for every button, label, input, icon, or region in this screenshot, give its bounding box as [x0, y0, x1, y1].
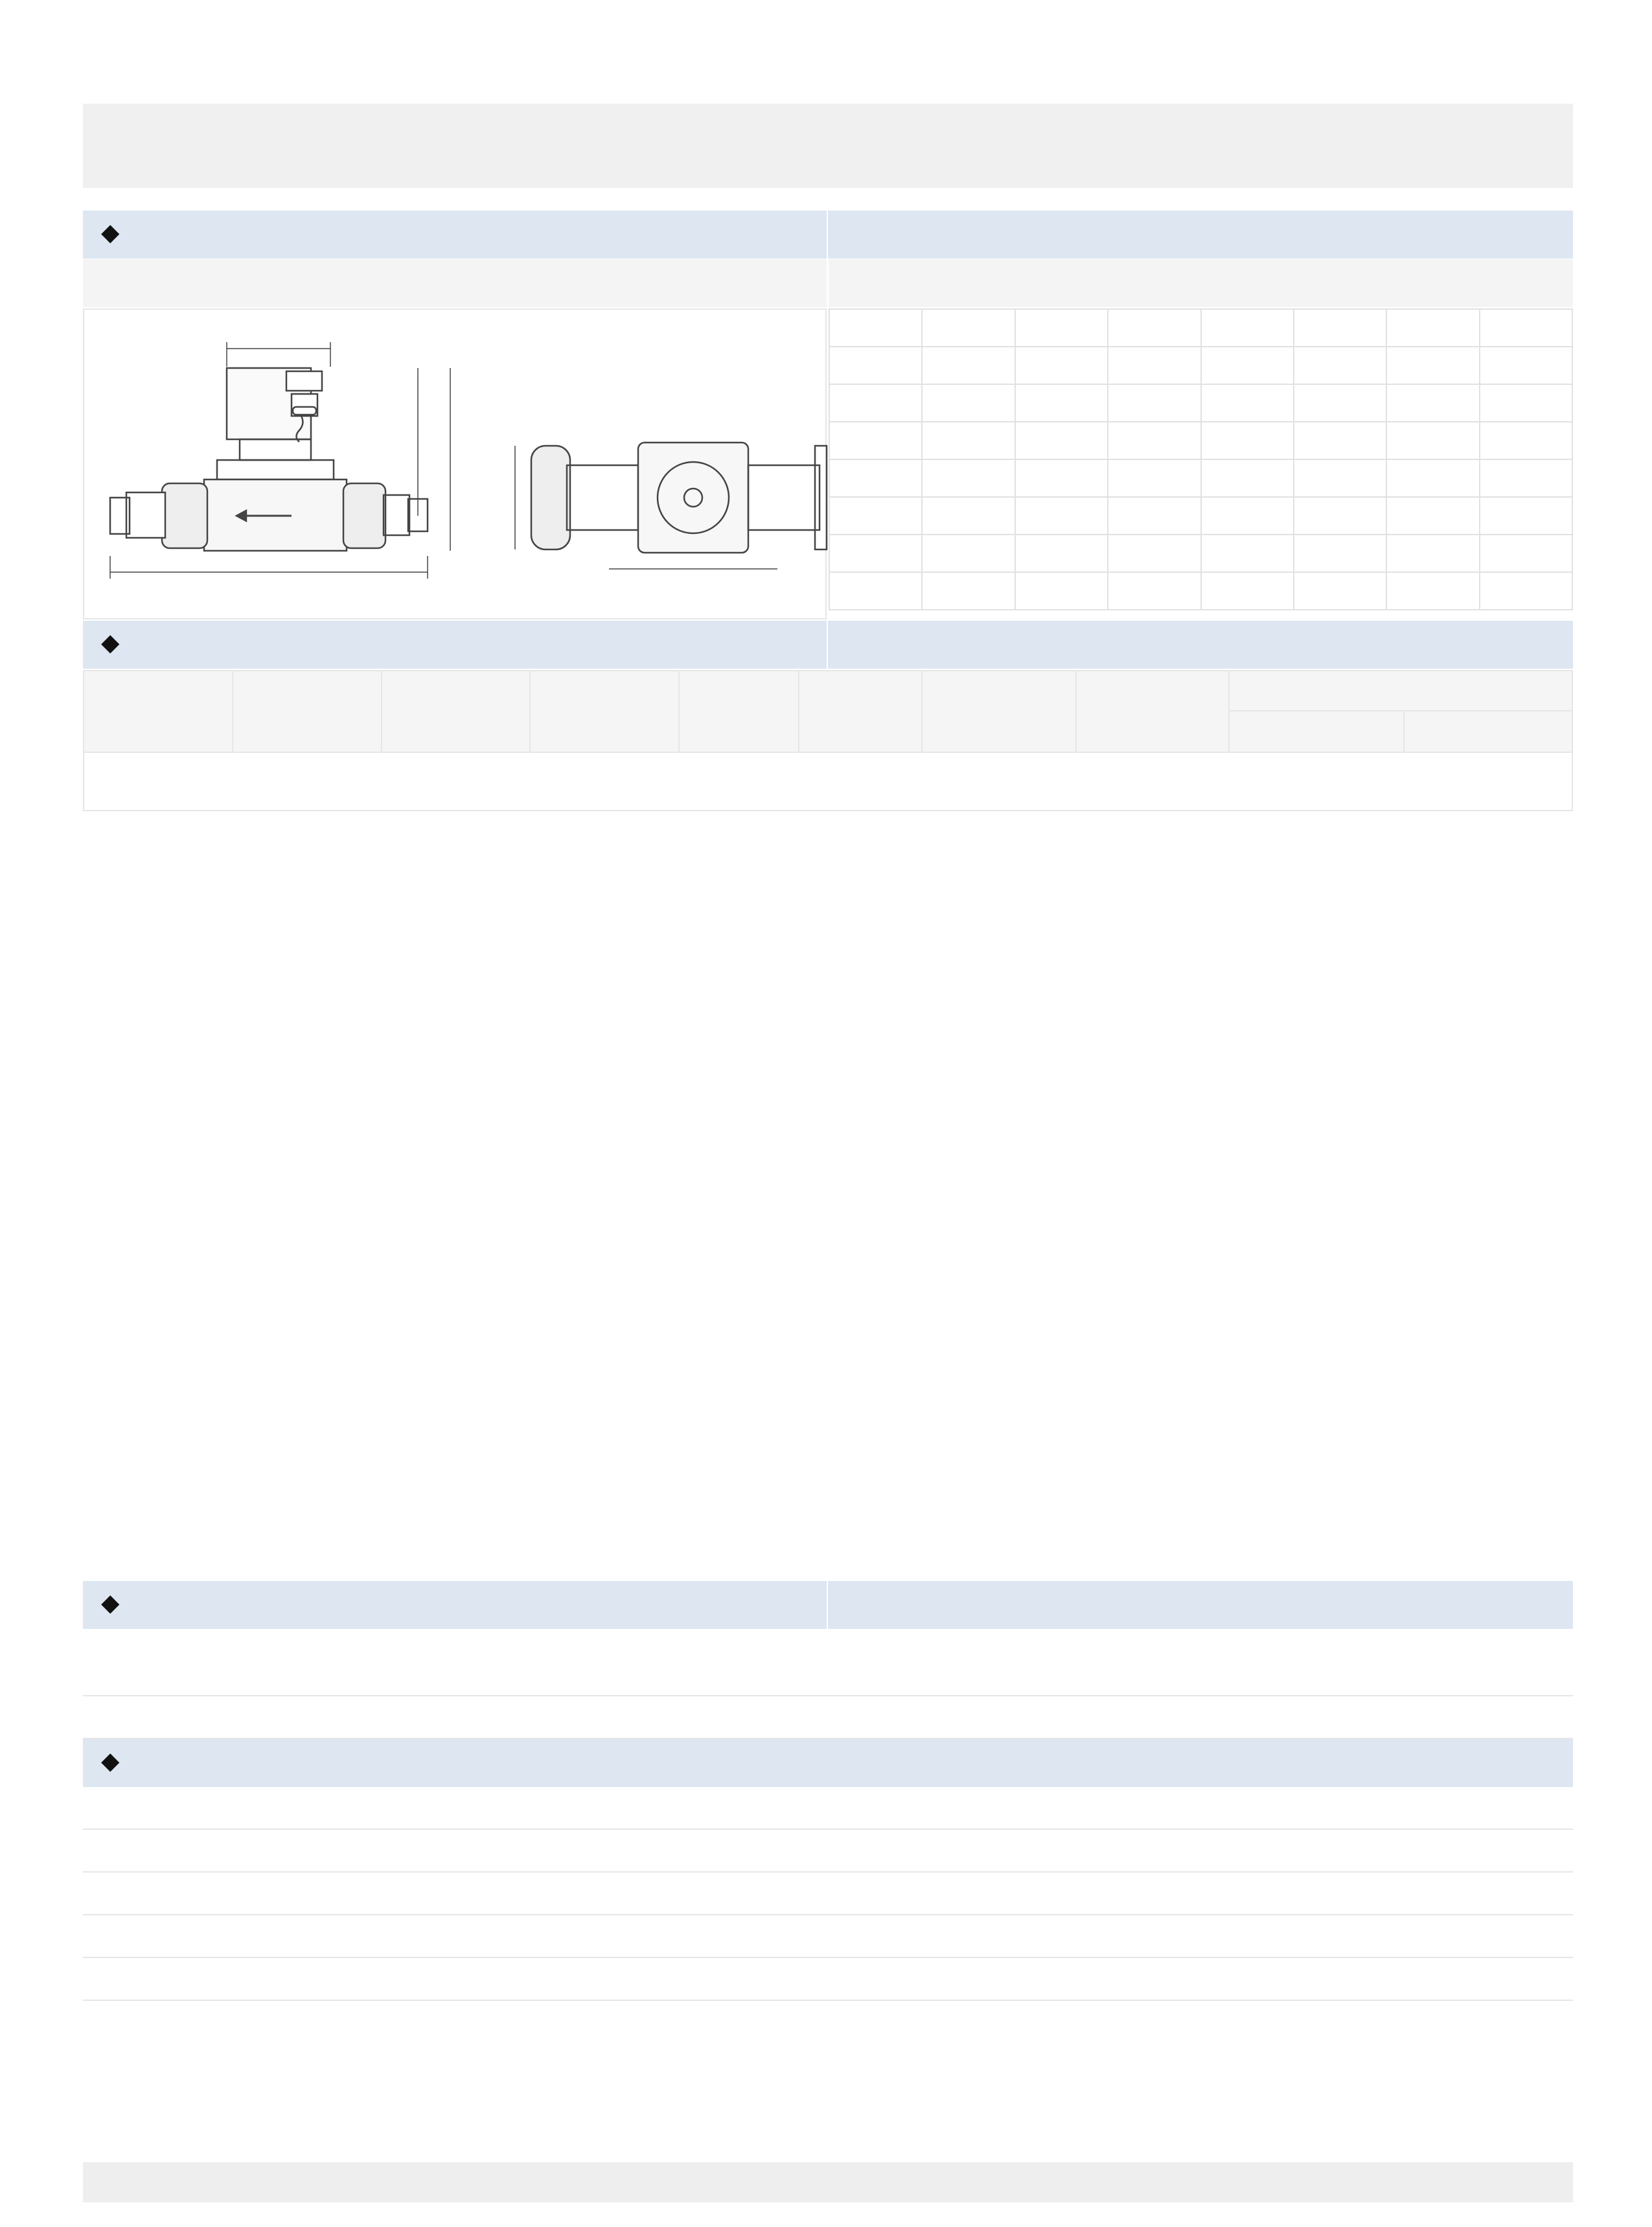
valve-dimension-drawing: [84, 310, 828, 621]
dim-header-cell: [1294, 309, 1386, 347]
dim-header-cell: [1386, 309, 1479, 347]
section-bar-dimensions: [83, 211, 1573, 259]
diamond-icon: ◆: [101, 629, 120, 656]
table-label: [829, 259, 1573, 307]
order-subheader-cpvc: [1404, 711, 1572, 752]
list-item: [83, 1787, 1573, 1830]
section-bar-structure: [83, 1581, 1573, 1629]
order-header-pressure: [922, 671, 1076, 752]
diamond-icon: ◆: [101, 218, 120, 246]
footer-url: [83, 2162, 1573, 2202]
table-row: [829, 459, 1572, 497]
table-row: [829, 572, 1572, 610]
order-header-port: [233, 671, 382, 752]
section-bar-order: [83, 621, 1573, 669]
order-header-power: [530, 671, 679, 752]
diamond-icon: ◆: [101, 1747, 120, 1775]
page-header: [83, 104, 1573, 188]
order-header-dn: [84, 671, 233, 752]
list-item: [83, 1958, 1573, 2001]
drawing-label: [83, 259, 827, 307]
disclaimer-note: [84, 752, 1572, 811]
dim-header-cell: [1201, 309, 1294, 347]
table-row: [829, 535, 1572, 572]
order-table: [83, 670, 1573, 811]
dim-header-cell: [1480, 309, 1572, 347]
order-header-code: [1229, 671, 1572, 711]
dim-header-cell: [829, 309, 922, 347]
order-header-voltage: [382, 671, 531, 752]
list-item: [83, 1629, 1573, 1696]
drawing-area: [83, 308, 827, 619]
order-header-connection: [679, 671, 799, 752]
list-item: [83, 1873, 1573, 1915]
section-bar-advantages: [83, 1739, 1573, 1787]
order-header-temp: [1076, 671, 1230, 752]
dim-header-cell: [922, 309, 1015, 347]
list-item: [83, 1830, 1573, 1873]
order-subheader-upvc: [1229, 711, 1404, 752]
diamond-icon: ◆: [101, 1589, 120, 1617]
list-item: [83, 1915, 1573, 1958]
order-header-cv: [799, 671, 922, 752]
dimension-table: [829, 308, 1573, 610]
table-row: [829, 497, 1572, 535]
dim-header-cell: [1015, 309, 1108, 347]
list-item: [83, 1696, 1573, 1739]
table-row: [829, 347, 1572, 384]
table-row: [829, 422, 1572, 459]
table-row: [829, 384, 1572, 422]
dim-header-cell: [1108, 309, 1200, 347]
